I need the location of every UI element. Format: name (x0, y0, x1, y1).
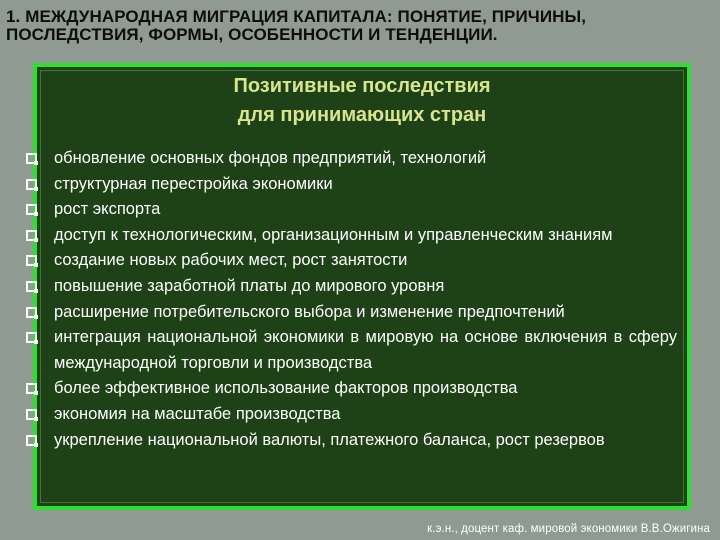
list-item-text: укрепление национальной валюты, платежного баланса, рост резервов (54, 430, 605, 449)
list-item (37, 197, 677, 223)
list-item (37, 300, 677, 326)
list-item (37, 428, 677, 454)
square-bullet-icon (26, 435, 37, 446)
list-item-text: интеграция национальной экономики в мировую на основе включения в сферу международной торговли и производства (54, 328, 677, 372)
square-bullet-icon (26, 409, 37, 420)
list-item-text: доступ к технологическим, организационным и управленческим знаниям (54, 225, 613, 244)
square-bullet-icon (26, 307, 37, 318)
list-item-text: рост экспорта (54, 200, 161, 219)
list-item-text: повышение заработной платы до мирового уровня (54, 276, 445, 295)
author-footer: к.э.н., доцент каф. мировой экономики В.В.Ожигина (427, 523, 710, 535)
square-bullet-icon (26, 153, 37, 164)
list-item (37, 223, 677, 249)
list-item-text: более эффективное использование факторов производства (54, 379, 518, 398)
consequences-list (37, 146, 687, 453)
list-item (37, 248, 677, 274)
square-bullet-icon (26, 230, 37, 241)
square-bullet-icon (26, 332, 37, 343)
list-item-text: экономия на масштабе производства (54, 404, 341, 423)
list-item (37, 376, 677, 402)
list-item-text: создание новых рабочих мест, рост занятости (54, 251, 408, 270)
list-item (37, 325, 677, 376)
square-bullet-icon (26, 204, 37, 215)
list-item (37, 146, 677, 172)
square-bullet-icon (26, 281, 37, 292)
list-item (37, 172, 677, 198)
panel-heading (37, 72, 687, 130)
list-item (37, 274, 677, 300)
square-bullet-icon (26, 383, 37, 394)
square-bullet-icon (26, 255, 37, 266)
content-panel (33, 63, 691, 510)
panel-heading-line-1: Позитивные последствия (233, 75, 491, 97)
square-bullet-icon (26, 179, 37, 190)
slide-title: 1. МЕЖДУНАРОДНАЯ МИГРАЦИЯ КАПИТАЛА: ПОНЯТИЕ, ПРИЧИНЫ, ПОСЛЕДСТВИЯ, ФОРМЫ, ОСОБЕННОСТИ И ТЕНДЕНЦИИ. (6, 7, 587, 44)
list-item (37, 402, 677, 428)
list-item-text: обновление основных фондов предприятий, технологий (54, 149, 487, 167)
panel-heading-line-2: для принимающих стран (237, 104, 487, 126)
list-item-text: структурная перестройка экономики (54, 174, 333, 193)
list-item-text: расширение потребительского выбора и изменение предпочтений (54, 302, 565, 321)
